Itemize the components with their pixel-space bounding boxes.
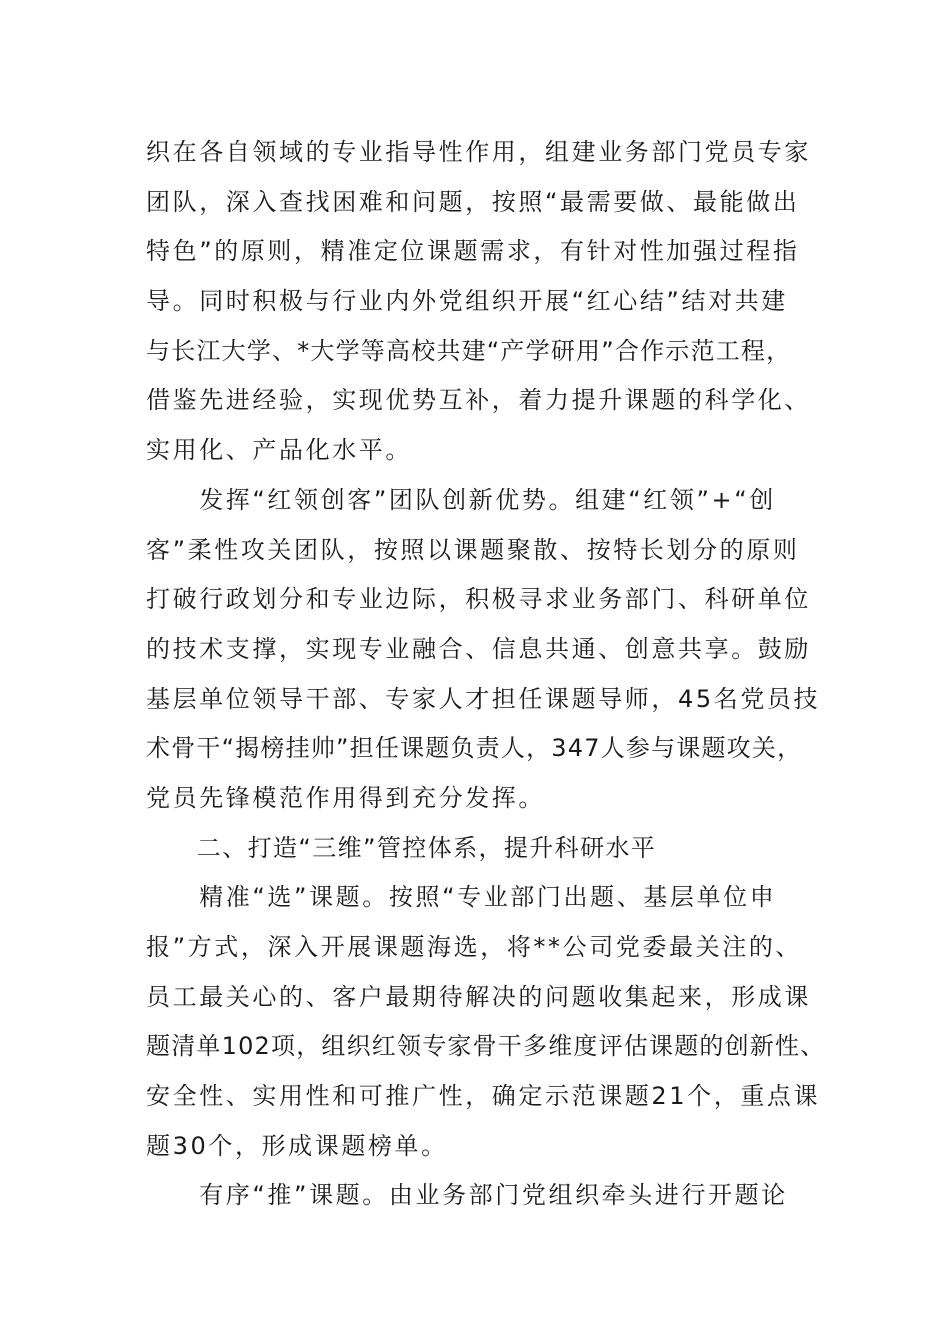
text-line: 安全性、实用性和可推广性，确定示范课题21个，重点课	[146, 1082, 821, 1111]
paragraph-start: 发挥“红领创客”团队创新优势。组建“红领”+“创	[146, 485, 776, 514]
text-line: 术骨干“揭榜挂帅”担任课题负责人，347人参与课题攻关，	[146, 734, 803, 763]
text-line: 党员先锋模范作用得到充分发挥。	[146, 783, 545, 812]
text-line: 借鉴先进经验，实现优势互补，着力提升课题的科学化、	[146, 386, 811, 415]
document-body	[146, 128, 846, 1221]
section-heading: 二、打造“三维”管控体系，提升科研水平	[146, 833, 657, 862]
paragraph-start: 精准“选”课题。按照“专业部门出题、基层单位申	[146, 883, 777, 912]
text-line: 基层单位领导干部、专家人才担任课题导师，45名党员技	[146, 684, 821, 713]
text-line: 实用化、产品化水平。	[146, 436, 412, 465]
text-line: 打破行政划分和专业边际，积极寻求业务部门、科研单位	[146, 585, 811, 614]
text-line: 报”方式，深入开展课题海选，将**公司党委最关注的、	[146, 933, 803, 961]
text-line: 与长江大学、*大学等高校共建“产学研用”合作示范工程，	[146, 336, 792, 365]
text-line: 员工最关心的、客户最期待解决的问题收集起来，形成课	[146, 982, 811, 1011]
text-line: 特色”的原则，精准定位课题需求，有针对性加强过程指	[146, 237, 800, 266]
text-line: 题清单102项，组织红领专家骨干多维度评估课题的创新性、	[146, 1032, 826, 1061]
text-line: 的技术支撑，实现专业融合、信息共通、创意共享。鼓励	[146, 634, 811, 663]
text-line: 团队，深入查找困难和问题，按照“最需要做、最能做出	[146, 187, 800, 216]
text-line: 客”柔性攻关团队，按照以课题聚散、按特长划分的原则	[146, 535, 800, 564]
text-line: 织在各自领域的专业指导性作用，组建业务部门党员专家	[146, 138, 811, 166]
text-line: 题30个，形成课题榜单。	[146, 1131, 448, 1160]
text-line: 导。同时积极与行业内外党组织开展“红心结”结对共建	[146, 287, 788, 316]
paragraph-start: 有序“推”课题。由业务部门党组织牵头进行开题论	[146, 1181, 788, 1210]
